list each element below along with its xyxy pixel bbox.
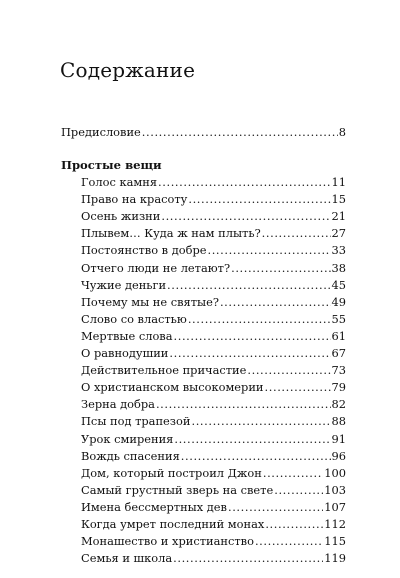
toc-entry-page: 112 <box>324 516 346 531</box>
toc-entry[interactable] <box>61 379 346 396</box>
toc-entry-page: 107 <box>324 499 346 514</box>
toc-entry-preface[interactable] <box>61 124 346 141</box>
toc-entry-title: Действительное причастие <box>81 363 247 378</box>
toc-entry-page: 79 <box>331 380 346 395</box>
toc-entry-title: Урок смирения <box>81 431 174 446</box>
toc-entry-title: Чужие деньги <box>81 277 167 292</box>
toc-entry-title: Вождь спасения <box>81 448 180 463</box>
toc-entry-page: 61 <box>331 328 346 343</box>
dot-leader <box>191 413 330 430</box>
toc-entry-page: 33 <box>331 243 346 258</box>
toc-entry-title: О христианском высокомерии <box>81 380 264 395</box>
dot-leader <box>169 345 330 362</box>
toc-entry[interactable] <box>61 294 346 311</box>
toc-entry-page: 21 <box>331 209 346 224</box>
toc-entry[interactable] <box>61 499 346 516</box>
dot-leader <box>188 191 330 208</box>
toc-entry[interactable] <box>61 225 346 242</box>
toc-entry[interactable] <box>61 311 346 328</box>
dot-leader <box>228 499 323 516</box>
toc-entries <box>61 174 346 567</box>
toc-entry[interactable] <box>61 208 346 225</box>
dot-leader <box>231 260 330 277</box>
dot-leader <box>247 362 330 379</box>
toc-entry[interactable] <box>61 465 346 482</box>
toc-entry-title: Голос камня <box>81 175 158 190</box>
toc-entry-page: 119 <box>324 551 346 566</box>
toc-entry-title: Право на красоту <box>81 192 188 207</box>
toc-entry-title: Семья и школа <box>81 551 173 566</box>
dot-leader <box>142 124 338 141</box>
toc-entry-title: Когда умрет последний монах <box>81 516 265 531</box>
dot-leader <box>161 208 330 225</box>
toc-entry-title: Мертвые слова <box>81 328 173 343</box>
toc-entry-title: Имена бессмертных дев <box>81 499 227 514</box>
dot-leader <box>255 533 323 550</box>
toc-entry[interactable] <box>61 533 346 550</box>
toc-entry-title: Дом, который построил Джон <box>81 465 262 480</box>
toc-entry[interactable] <box>61 260 346 277</box>
toc-entry-title: Плывем… Куда ж нам плыть? <box>81 226 261 241</box>
toc-entry[interactable] <box>61 396 346 413</box>
dot-leader <box>265 516 323 533</box>
toc-entry[interactable] <box>61 413 346 430</box>
toc-entry[interactable] <box>61 345 346 362</box>
toc-entry-title: Монашество и христианство <box>81 534 254 549</box>
dot-leader <box>207 242 330 259</box>
toc-entry-title: Псы под трапезой <box>81 414 191 429</box>
toc-entry[interactable] <box>61 277 346 294</box>
toc-entry-page: 103 <box>324 482 346 497</box>
toc-entry-page: 100 <box>324 465 346 480</box>
toc-entry-title: Отчего люди не летают? <box>81 260 231 275</box>
dot-leader <box>156 396 331 413</box>
toc-entry[interactable] <box>61 174 346 191</box>
toc-entry[interactable] <box>61 550 346 567</box>
dot-leader <box>188 311 331 328</box>
toc-entry-page: 96 <box>331 448 346 463</box>
table-of-contents <box>61 124 346 567</box>
toc-entry-title: Постоянство в добре <box>81 243 207 258</box>
toc-entry-page: 55 <box>331 311 346 326</box>
toc-entry-page: 15 <box>331 192 346 207</box>
dot-leader <box>265 379 331 396</box>
dot-leader <box>274 482 323 499</box>
dot-leader <box>174 328 331 345</box>
section-heading: Простые вещи <box>61 158 162 173</box>
toc-entry[interactable] <box>61 191 346 208</box>
dot-leader <box>167 277 330 294</box>
dot-leader <box>263 465 323 482</box>
toc-entry[interactable] <box>61 328 346 345</box>
toc-entry-page: 11 <box>331 175 346 190</box>
toc-entry-title: Почему мы не святые? <box>81 294 219 309</box>
dot-leader <box>181 448 331 465</box>
toc-entry[interactable] <box>61 362 346 379</box>
toc-entry-page: 82 <box>331 397 346 412</box>
toc-entry-title: О равнодушии <box>81 346 169 361</box>
toc-entry[interactable] <box>61 242 346 259</box>
toc-entry-page: 73 <box>331 363 346 378</box>
dot-leader <box>158 174 330 191</box>
toc-entry-page: 115 <box>324 534 346 549</box>
toc-entry-title: Зерна добра <box>81 397 155 412</box>
toc-entry[interactable] <box>61 482 346 499</box>
toc-entry-title: Осень жизни <box>81 209 161 224</box>
toc-entry-title: Самый грустный зверь на свете <box>81 482 274 497</box>
dot-leader <box>173 550 323 567</box>
toc-entry[interactable] <box>61 431 346 448</box>
toc-entry-page: 88 <box>331 414 346 429</box>
toc-entry[interactable] <box>61 448 346 465</box>
toc-entry-page: 27 <box>331 226 346 241</box>
toc-entry-page: 38 <box>331 260 346 275</box>
dot-leader <box>220 294 331 311</box>
dot-leader <box>174 431 330 448</box>
toc-entry[interactable] <box>61 516 346 533</box>
toc-entry-page: 49 <box>331 294 346 309</box>
page-title: Содержание <box>60 58 196 82</box>
toc-entry-page: 91 <box>331 431 346 446</box>
dot-leader <box>262 225 331 242</box>
toc-entry-page: 67 <box>331 346 346 361</box>
toc-entry-title: Предисловие <box>61 125 141 139</box>
toc-entry-title: Слово со властью <box>81 311 187 326</box>
toc-entry-page: 45 <box>331 277 346 292</box>
toc-entry-page: 8 <box>338 125 346 139</box>
